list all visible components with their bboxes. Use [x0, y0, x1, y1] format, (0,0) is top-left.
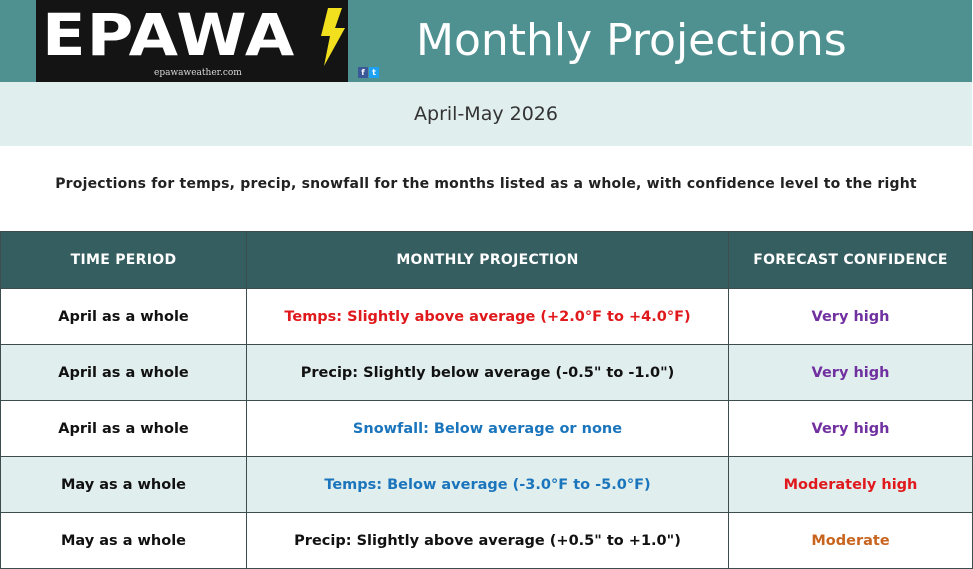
header-forecast-confidence: FORECAST CONFIDENCE	[729, 232, 973, 289]
time-period-cell: May as a whole	[1, 513, 247, 569]
logo-url: epawaweather.com	[154, 68, 242, 78]
epawa-logo[interactable]	[36, 0, 376, 82]
confidence-cell: Very high	[729, 401, 973, 457]
date-range-subtitle: April-May 2026	[414, 103, 558, 125]
logo-wordmark: EPAWA	[42, 1, 296, 69]
lightning-bolt-icon	[318, 8, 346, 66]
subtitle-bar	[0, 82, 972, 146]
description-text: Projections for temps, precip, snowfall for the months listed as a whole, with confidence level to the right	[55, 176, 917, 192]
confidence-cell: Very high	[729, 289, 973, 345]
header-monthly-projection: MONTHLY PROJECTION	[247, 232, 729, 289]
projection-cell: Precip: Slightly above average (+0.5" to +1.0")	[247, 513, 729, 569]
projection-cell: Temps: Below average (-3.0°F to -5.0°F)	[247, 457, 729, 513]
time-period-cell: May as a whole	[1, 457, 247, 513]
twitter-icon[interactable]: t	[369, 67, 379, 78]
table-row	[1, 345, 973, 401]
projections-table	[0, 231, 973, 569]
projection-cell: Snowfall: Below average or none	[247, 401, 729, 457]
header-time-period: TIME PERIOD	[1, 232, 247, 289]
facebook-icon[interactable]: f	[358, 67, 368, 78]
page-title: Monthly Projections	[416, 15, 847, 66]
time-period-cell: April as a whole	[1, 289, 247, 345]
confidence-cell: Moderate	[729, 513, 973, 569]
confidence-cell: Very high	[729, 345, 973, 401]
table-row	[1, 457, 973, 513]
social-icons	[358, 67, 379, 78]
header-bar	[0, 0, 972, 82]
table-header-row	[1, 232, 973, 289]
projection-cell: Temps: Slightly above average (+2.0°F to +4.0°F)	[247, 289, 729, 345]
confidence-cell: Moderately high	[729, 457, 973, 513]
table-row	[1, 401, 973, 457]
table-row	[1, 513, 973, 569]
time-period-cell: April as a whole	[1, 345, 247, 401]
time-period-cell: April as a whole	[1, 401, 247, 457]
projection-cell: Precip: Slightly below average (-0.5" to -1.0")	[247, 345, 729, 401]
table-row	[1, 289, 973, 345]
